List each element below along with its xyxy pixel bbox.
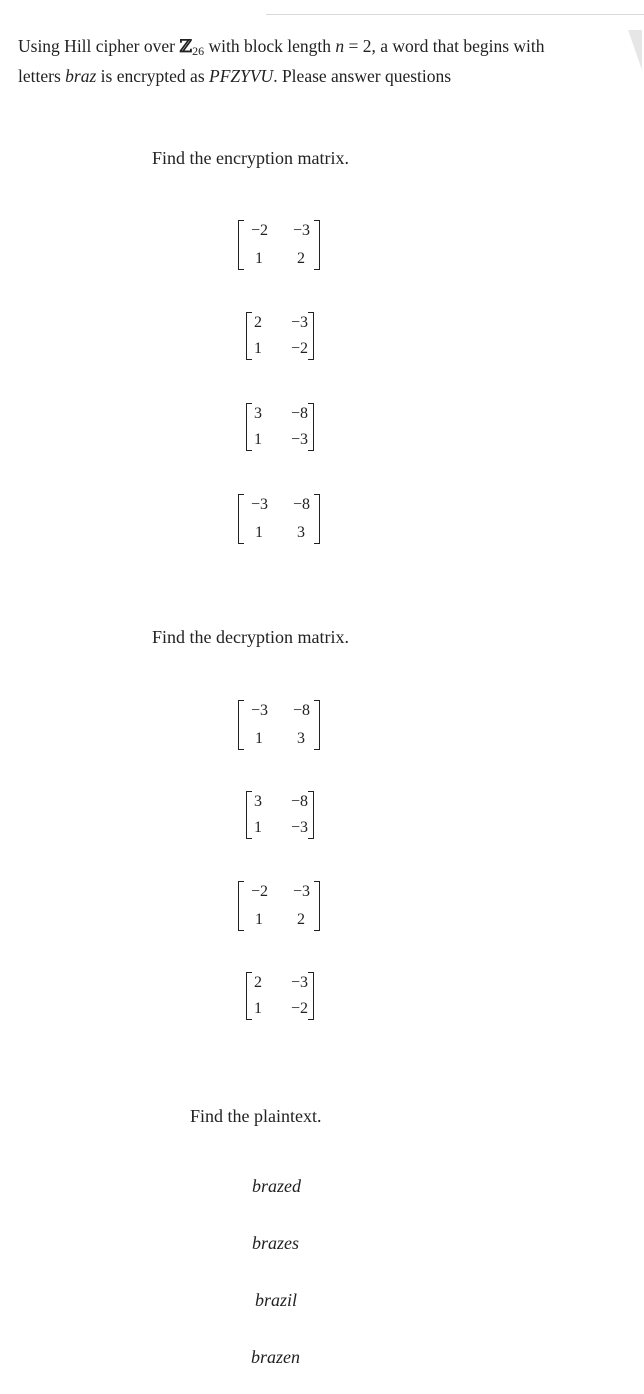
matrix-cell: 1 xyxy=(254,431,262,448)
matrix-cell: −2 xyxy=(290,340,308,357)
matrix-cell: 1 xyxy=(255,524,263,541)
matrix-cell: 1 xyxy=(254,1000,262,1017)
matrix-cell: −3 xyxy=(250,702,268,719)
question-2-heading: Find the decryption matrix. xyxy=(152,627,349,647)
matrix-cell: 1 xyxy=(255,911,263,928)
q2-option-3-matrix[interactable] xyxy=(238,881,320,931)
problem-line-2 xyxy=(18,64,644,89)
right-bracket xyxy=(308,791,314,839)
top-divider xyxy=(266,14,644,15)
q3-option-1[interactable]: brazed xyxy=(252,1176,301,1196)
text: letters xyxy=(18,66,66,86)
known-word: braz xyxy=(65,66,97,86)
right-bracket xyxy=(308,312,314,360)
text: = 2, a word that begins with xyxy=(344,36,545,56)
ring-symbol: ℤ xyxy=(179,37,193,57)
matrix-cell: 1 xyxy=(255,250,263,267)
right-bracket xyxy=(308,972,314,1020)
matrix-cell: 2 xyxy=(297,911,305,928)
matrix-cell: −8 xyxy=(290,405,308,422)
variable-n: n xyxy=(335,36,345,56)
matrix-cell: −3 xyxy=(292,883,310,900)
q1-option-2-matrix[interactable] xyxy=(246,312,314,360)
text: with block length xyxy=(204,36,336,56)
right-bracket xyxy=(314,494,320,544)
matrix-cell: −8 xyxy=(292,496,310,513)
matrix-cell: −3 xyxy=(250,496,268,513)
matrix-cell: −3 xyxy=(290,974,308,991)
question-3-heading: Find the plaintext. xyxy=(190,1106,322,1126)
q2-option-2-matrix[interactable] xyxy=(246,791,314,839)
matrix-cell: 2 xyxy=(254,314,262,331)
matrix-cell: −2 xyxy=(250,222,268,239)
matrix-cell: −3 xyxy=(290,431,308,448)
matrix-cell: 1 xyxy=(254,819,262,836)
ciphertext: PFZYVU xyxy=(209,66,274,86)
right-bracket xyxy=(308,403,314,451)
q1-option-4-matrix[interactable] xyxy=(238,494,320,544)
q2-option-4-matrix[interactable] xyxy=(246,972,314,1020)
matrix-cell: 1 xyxy=(254,340,262,357)
matrix-cell: 3 xyxy=(254,793,262,810)
matrix-cell: −8 xyxy=(290,793,308,810)
right-bracket xyxy=(314,881,320,931)
matrix-cell: −2 xyxy=(250,883,268,900)
problem-statement xyxy=(18,34,644,89)
problem-line-1 xyxy=(18,34,644,64)
matrix-cell: −3 xyxy=(292,222,310,239)
matrix-cell: 1 xyxy=(255,730,263,747)
matrix-cell: 2 xyxy=(297,250,305,267)
matrix-cell: −8 xyxy=(292,702,310,719)
q1-option-3-matrix[interactable] xyxy=(246,403,314,451)
q3-option-3[interactable]: brazil xyxy=(255,1290,298,1310)
q1-option-1-matrix[interactable] xyxy=(238,220,320,270)
matrix-cell: 3 xyxy=(297,730,305,747)
matrix-cell: 3 xyxy=(254,405,262,422)
text: Using Hill cipher over xyxy=(18,36,180,56)
q2-option-1-matrix[interactable] xyxy=(238,700,320,750)
matrix-cell: −3 xyxy=(290,314,308,331)
right-bracket xyxy=(314,220,320,270)
text: is encrypted as xyxy=(96,66,210,86)
matrix-cell: −2 xyxy=(290,1000,308,1017)
text: . Please answer questions xyxy=(273,66,452,86)
matrix-cell: 3 xyxy=(297,524,305,541)
matrix-cell: 2 xyxy=(254,974,262,991)
right-bracket xyxy=(314,700,320,750)
ring-subscript: 26 xyxy=(192,44,205,58)
question-1-heading: Find the encryption matrix. xyxy=(152,148,349,168)
matrix-cell: −3 xyxy=(290,819,308,836)
q3-option-2[interactable]: brazes xyxy=(252,1233,300,1253)
q3-option-4[interactable]: brazen xyxy=(251,1347,300,1367)
